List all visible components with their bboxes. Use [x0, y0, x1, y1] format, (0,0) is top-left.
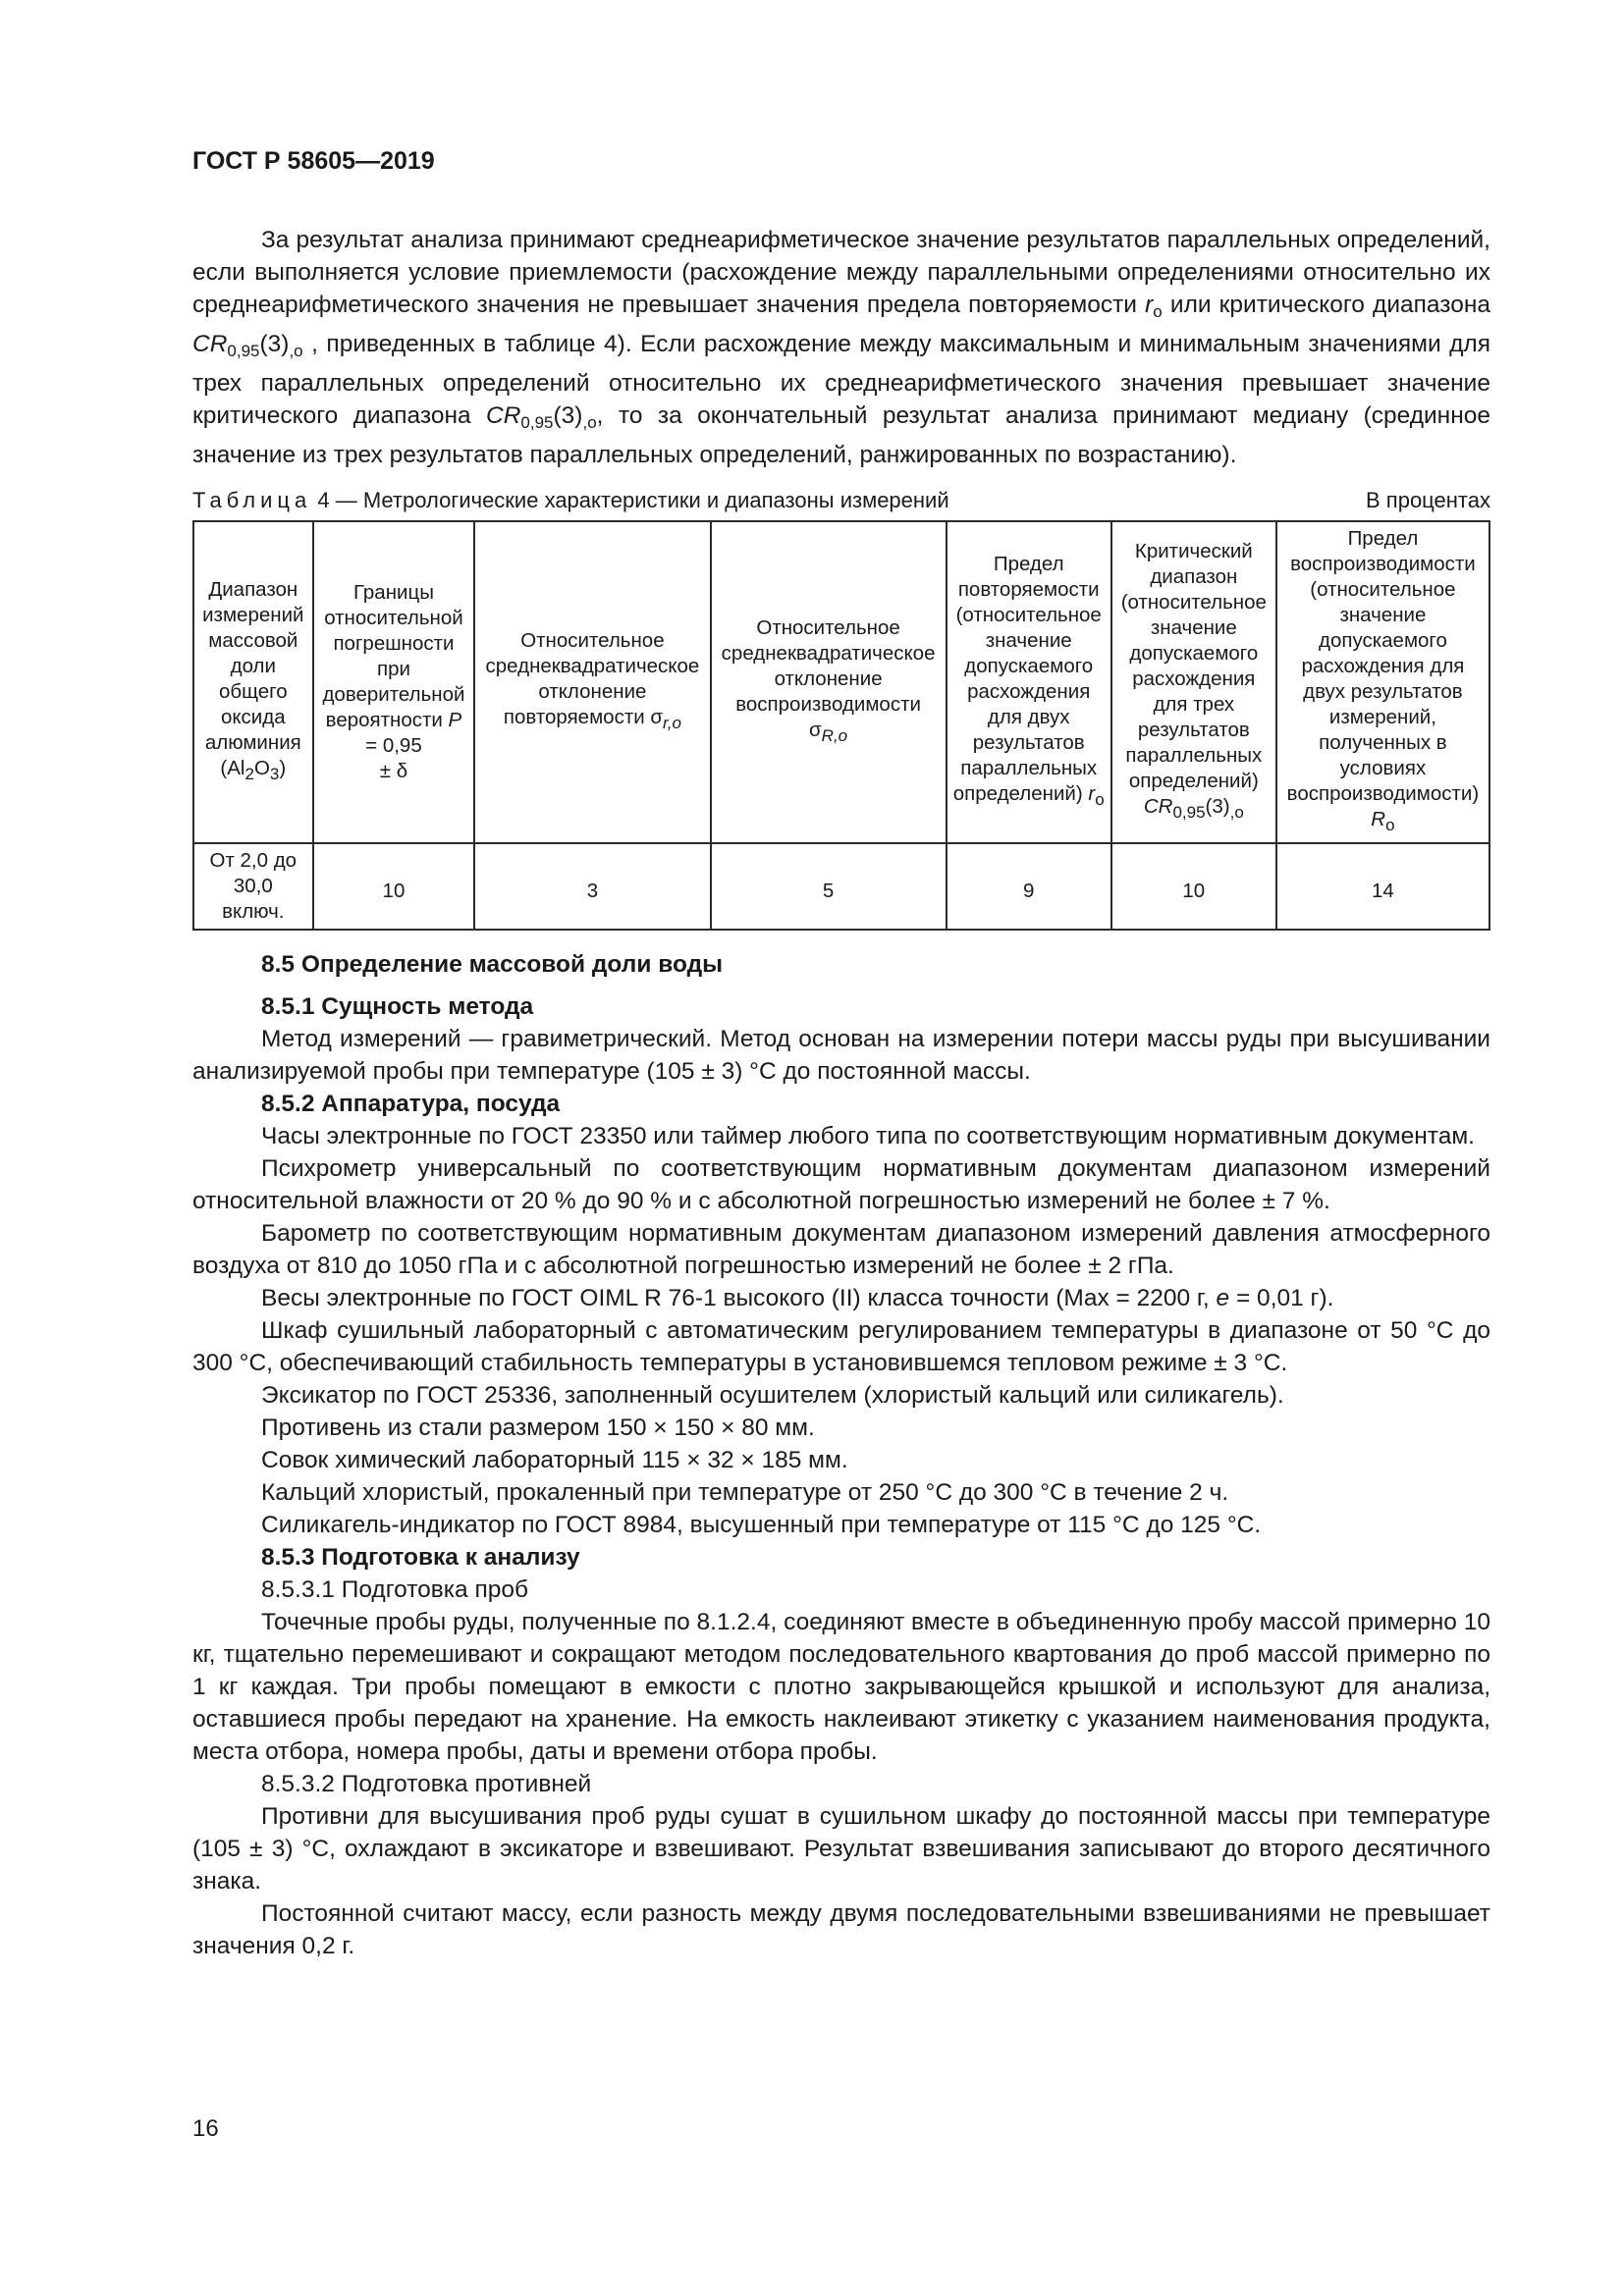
paragraph: Весы электронные по ГОСТ OIML R 76-1 высокого (II) класса точности (Max = 2200 г, е = 0,01 г). — [261, 1285, 1334, 1311]
cell-reproducibility-sd: 5 — [711, 843, 947, 930]
table-header-row — [193, 521, 1489, 843]
paragraph: Психрометр универсальный по соответствующим нормативным документам диапазоном измерений относительной влажности от 20 % до 90 % и с абсолютной погрешностью измерений не более ± 7 %. — [192, 1155, 1490, 1214]
header-cell-critical-range: Критический диапазон (относительное значение допускаемого расхождения для трех результатов параллельных определений) $CR_{0,95}(3)_{,о}$ — [1111, 521, 1276, 843]
paragraph: Эксикатор по ГОСТ 25336, заполненный осушителем (хлористый кальций или силикагель). — [261, 1382, 1284, 1409]
page-number: 16 — [192, 2115, 219, 2142]
section-8-5-3-heading: 8.5.3 Подготовка к анализу — [261, 1544, 580, 1571]
paragraph: Противень из стали размером 150 × 150 × 80 мм. — [261, 1415, 815, 1441]
cell-repeatability-sd: 3 — [474, 843, 710, 930]
paragraph: Противни для высушивания проб руды сушат в сушильном шкафу до постоянной массы при температуре (105 ± 3) °С, охлаждают в эксикаторе и взвешивают. Результат взвешивания записывают до второго десятичного знака. — [192, 1803, 1490, 1895]
cell-reproducibility-limit: 14 — [1276, 843, 1489, 930]
header-cell-error-bounds: Границы относительной погрешности при доверительной вероятности P = 0,95 ± δ — [313, 521, 475, 843]
section-8-5-heading: 8.5 Определение массовой доли воды — [261, 951, 724, 978]
paragraph: Метод измерений — гравиметрический. Метод основан на измерении потери массы руды при высушивании анализируемой пробы при температуре (105 ± 3) °С до постоянной массы. — [192, 1026, 1490, 1085]
paragraph: Кальций хлористый, прокаленный при температуре от 250 °С до 300 °С в течение 2 ч. — [261, 1479, 1229, 1506]
section-8-5-2-heading: 8.5.2 Аппаратура, посуда — [261, 1091, 561, 1117]
paragraph: Совок химический лабораторный 115 × 32 × 185 мм. — [261, 1447, 848, 1473]
cell-range: От 2,0 до 30,0 включ. — [193, 843, 313, 930]
section-8-5-1-heading: 8.5.1 Сущность метода — [261, 993, 534, 1020]
cell-critical-range: 10 — [1111, 843, 1276, 930]
cell-error-bounds: 10 — [313, 843, 475, 930]
paragraph: Постоянной считают массу, если разность между двумя последовательными взвешиваниями не превышает значения 0,2 г. — [192, 1900, 1490, 1959]
header-cell-range: Диапазон измерений массовой доли общего оксида алюминия $(Al_2O_3)$ — [193, 521, 313, 843]
paragraph: Точечные пробы руды, полученные по 8.1.2.4, соединяют вместе в объединенную пробу массой примерно 10 кг, тщательно перемешивают и сокращают методом последовательного квартования до проб массой примерно по 1 кг каждая. Три пробы помещают в емкости с плотно закрывающейся крышкой и используют для анализа, оставшиеся пробы передают на хранение. На емкость наклеивают этикетку с указанием наименования продукта, места отбора, номера пробы, даты и времени отбора пробы. — [192, 1609, 1490, 1765]
table-caption-title: Таблица 4 — Метрологические характеристики и диапазоны измерений — [192, 488, 949, 512]
header-cell-reproducibility-sd: Относительное среднеквадратическое отклонение воспроизводимости $\sigma_{R,о}$ — [711, 521, 947, 843]
cell-repeatability-limit: 9 — [947, 843, 1111, 930]
header-cell-reproducibility-limit: Предел воспроизводимости (относительное значение допускаемого расхождения для двух результатов измерений, полученных в условиях воспроизводимости) $R_о$ — [1276, 521, 1489, 843]
table-units: В процентах — [1366, 488, 1490, 512]
header-cell-repeatability-sd: Относительное среднеквадратическое отклонение повторяемости $\sigma_{r,о}$ — [474, 521, 710, 843]
paragraph: Барометр по соответствующим нормативным документам диапазоном измерений давления атмосферного воздуха от 810 до 1050 гПа и с абсолютной погрешностью измерений не более ± 2 гПа. — [192, 1220, 1490, 1279]
intro-paragraph: За результат анализа принимают среднеарифметическое значение результатов параллельных определений, если выполняется условие приемлемости (расхождение между параллельными определениями относительно их среднеарифметического значения не превышает значения предела повторяемости $r_о$ или критического диапазона $CR_{0,95}(3)_{,о}$ , приведенных в таблице 4). Если расхождение между максимальным и минимальным значениями для трех параллельных определений относительно их среднеарифметического значения превышает значение критического диапазона $CR_{0,95}(3)_{,о}$, то за окончательный результат анализа принимают медиану (срединное значение из трех результатов параллельных определений, ранжированных по возрастанию). — [192, 227, 1490, 468]
paragraph: Часы электронные по ГОСТ 23350 или таймер любого типа по соответствующим нормативным документам. — [261, 1123, 1475, 1149]
subsection-8-5-3-2-heading: 8.5.3.2 Подготовка противней — [261, 1771, 592, 1797]
table-row — [193, 843, 1489, 930]
header-cell-repeatability-limit: Предел повторяемости (относительное значение допускаемого расхождения для двух результатов параллельных определений) $r_о$ — [947, 521, 1111, 843]
metrology-table — [192, 520, 1490, 931]
paragraph: Шкаф сушильный лабораторный с автоматическим регулированием температуры в диапазоне от 50 °С до 300 °С, обеспечивающий стабильность температуры в установившемся тепловом режиме ± 3 °С. — [192, 1317, 1490, 1376]
document-header: ГОСТ Р 58605—2019 — [192, 147, 435, 175]
subsection-8-5-3-1-heading: 8.5.3.1 Подготовка проб — [261, 1576, 529, 1603]
document-body — [192, 224, 1490, 1962]
table-caption — [192, 486, 1490, 515]
paragraph: Силикагель-индикатор по ГОСТ 8984, высушенный при температуре от 115 °С до 125 °С. — [261, 1512, 1262, 1538]
